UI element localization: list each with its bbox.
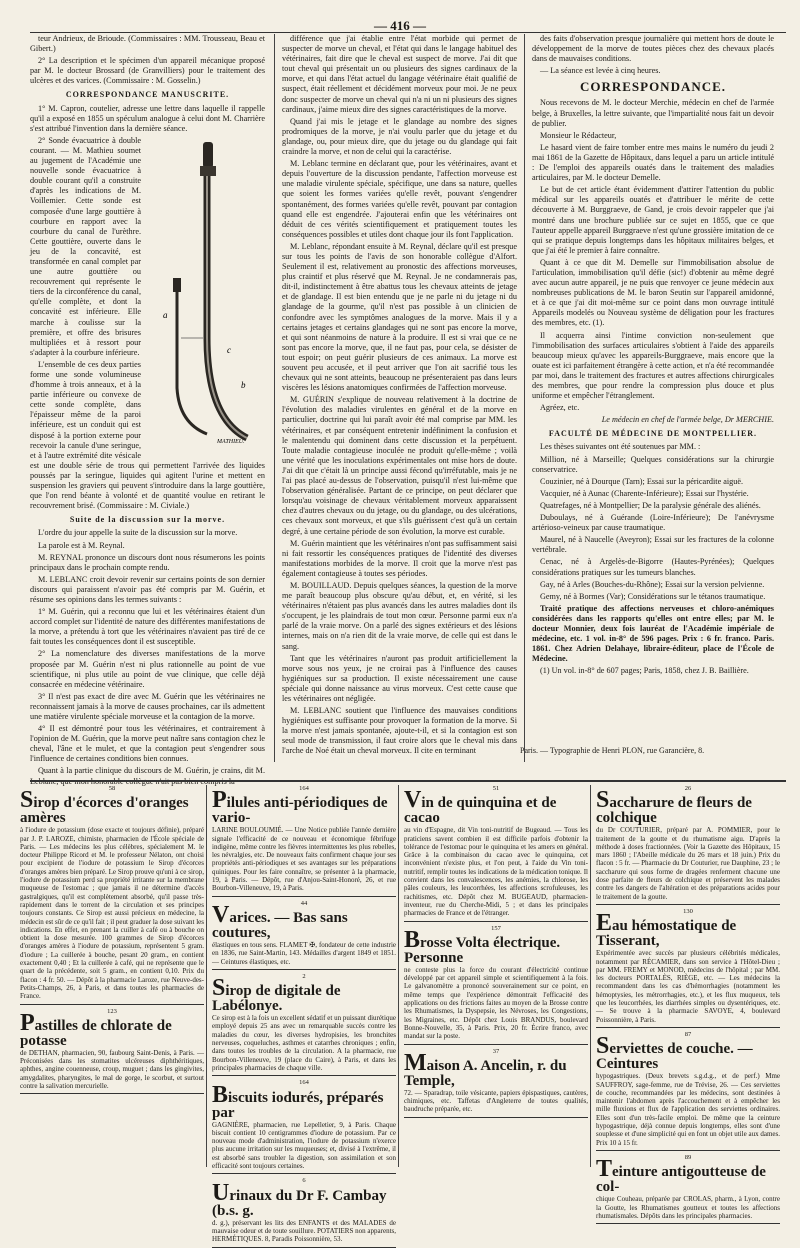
paragraph: Monsieur le Rédacteur,: [540, 130, 617, 140]
book-announcement: Traité pratique des affections nerveuses et chloro-anémiques considérées dans les rapports qu'elles ont entre elles; par M. le docteur Monnier, deux fois lauréat de l'Académie impériale de médecine, etc. 1 vol. in-8° de 596 pages. Prix : 6 fr. franco. Paris. 1861. Chez Adrien Delahaye, libraire-éditeur, place de l'École de Médecine.: [532, 603, 774, 664]
paragraph: teur Andrieux, de Brioude. (Commissaires : MM. Trousseau, Beau et Gibert.): [30, 34, 265, 54]
paragraph: Nous recevons de M. le docteur Merchie, médecin en chef de l'armée belge, à Bruxelles, la lettre suivante, que l'impartialité nous fait un devoir de publier.: [532, 98, 774, 128]
ad-number: 6: [302, 1177, 306, 1185]
section-heading: FACULTÉ DE MÉDECINE DE MONTPELLIER.: [548, 429, 758, 439]
advertisement: [404, 1048, 588, 1118]
ad-title: Biscuits iodurés, préparés par: [212, 1081, 384, 1121]
paragraph: Il acquerra ainsi l'intime conviction non-seulement que l'immobilisation des surfaces articulaires s'obtient à l'aide des appareils beaucoup mieux qu'avec les appareils-Burggraeve, mais encore que la ouate est ici parfaitement étrangère à cette action, et n'a été recommandée par moi, dans le traitement des fractures et autres affections chirurgicales des membres, que pour rendre la compression plus douce et plus uniforme et empêcher l'étranglement.: [532, 330, 774, 401]
paragraph: Maurel, né à Naucelle (Aveyron); Essai sur les fractures de la colonne vertébrale.: [532, 535, 774, 555]
ad-body: hypogastriques. (Deux brevets s.g.d.g., et de perf.) Mme SAUFFROY, sage-femme, rue de Trévise, 26. — Ces serviettes de couche, recommandées par les médecins, sont destinées à maintenir l'abdomen après l'accouchement et à empêcher les mille fluxions et flux de l'application des serviettes ordinaires. Elles sont d'un très-facile emploi. De même que la ceinture hypogastrique, déjà connue depuis longtemps, elles sont d'une souplesse et d'une simplicité qui en font un objet utile aux dames. Prix 10 à 15 fr.: [596, 1072, 780, 1147]
advertisement: [404, 785, 588, 922]
advertisement: [596, 908, 780, 1028]
column-divider: [274, 34, 275, 762]
article-column-1: [30, 34, 265, 786]
ad-body: chique Couheau, préparée par CROLAS, pharm., à Lyon, contre la Goutte, les Rhumatismes goutteux et toutes les affections rhumatismales. Dépôts dans les principales pharmacies.: [596, 1195, 780, 1220]
section-heading: CORRESPONDANCE MANUSCRITE.: [65, 90, 230, 100]
paragraph: Tant que les vétérinaires n'auront pas produit artificiellement la morve sous nos yeux, je ne croirai pas à l'influence des causes hygiéniques sur sa production. Il existe nécessairement une cause spéciale qui donne naissance au virus morveux. C'est cette cause que les vétérinaires ont négligée.: [282, 653, 517, 703]
paragraph: Quatrefages, né à Montpellier; De la paralysie générale des aliénés.: [540, 500, 761, 510]
ads-column-1: [20, 785, 204, 1167]
ad-body: du Dr COUTURIER, préparé par A. POMMIER, pour le traitement de la goutte et du rhumatisme aigu. D'après la méthode à doses fractionnées. (Voir la Gazette des Hôpitaux, 15 mars 1860 ; l'Abeille médicale du 26 mars et 18 juin.) Prix du flacon : 5 fr. — Pharmacie du Dr Couturier, rue Dauphine, 23 ; le saccharure qui sous forme de dragées renferment chacune une dose parfaite de fleurs de colchique et préservent les malades contre les dangers de l'altération et des préparations acides pour le traitement de la goutte.: [596, 826, 780, 901]
paragraph: — La séance est levée à cinq heures.: [540, 66, 661, 76]
paragraph: Cenac, né à Argelès-de-Bigorre (Hautes-Pyrénées); Quelques considérations pratiques sur les tumeurs blanches.: [532, 557, 774, 577]
ad-title: Sirop de digitale de Labélonye.: [212, 975, 341, 1015]
column-divider: [524, 34, 525, 762]
paragraph: M. LEBLANC croit devoir revenir sur certains points de son dernier discours qui paraissent n'avoir pas été compris par M. Guérin, et résume ses opinions dans les termes suivants :: [30, 574, 265, 604]
paragraph: Million, né à Marseille; Quelques considérations sur la chirurgie conservatrice.: [532, 454, 774, 474]
paragraph: 1° M. Capron, coutelier, adresse une lettre dans laquelle il rappelle qu'il a exposé en 1855 un spéculum analogue à celui dont M. Charrière s'est attribué l'invention dans la dernière séance.: [30, 103, 265, 133]
article-column-3: [532, 34, 774, 740]
ad-title: Varices. — Bas sans coutures,: [212, 901, 348, 941]
paragraph: 1° M. Guérin, qui a reconnu que lui et les vétérinaires étaient d'un accord complet sur l'identité de nature des différentes manifestations de la morve, a prétendu à tort que les vétérinaires n'avaient pas tiré de ce fait toutes les conséquences dont il est susceptible.: [30, 607, 265, 647]
paragraph: M. LEBLANC soutient que l'influence des mauvaises conditions hygiéniques est suffisante pour provoquer la formation de la morve. Si la morve n'est jamais spontanée, ajoute-t-il, et si la contagion est son seul mode de transmission, il faut croire alors que le cheval mis dans l'arche de Noé était un cheval morveux. Il cite en terminant: [282, 706, 517, 756]
paragraph: Le hasard vient de faire tomber entre mes mains le numéro du jeudi 2 mai 1861 de la Gazette de Hôpitaux, dans lequel a paru un article intitulé : De l'emploi des appareils ouatés dans le traitement des maladies articulaires, par M. le docteur Demelle.: [532, 142, 774, 183]
ads-column-2: [212, 785, 396, 1244]
ad-number: 123: [107, 1007, 117, 1015]
section-heading: Suite de la discussion sur la morve.: [69, 515, 226, 525]
correspondance-heading: CORRESPONDANCE.: [579, 79, 727, 95]
paragraph: M. Guérin maintient que les vétérinaires n'ont pas suffisamment saisi ni fait ressortir les conséquences pratiques de l'identité des diverses manifestations morbides de la morve. Il croit que la morve n'est pas également contagieuse à toutes ses périodes.: [282, 538, 517, 578]
paragraph: Couzinier, né à Dourque (Tarn); Essai sur la péricardite aiguë.: [540, 476, 744, 486]
paragraph: M. Leblanc, répondant ensuite à M. Reynal, déclare qu'il est presque sur tous les points de l'avis de son honorable collègue d'Alfort. Seulement il est, relativement au pronostic des affections morveuses, plus craintif et plus réservé que M. Reynal. Je ne condamnerais pas, dit-il, indistinctement à être abattus tous les chevaux atteints de jetage et de glandage. Il est bien entendu que je ne parle ni du jetage ni du glandage de la gourme, qu'il n'est pas possible à un clinicien de confondre avec les symptômes analogues de la morve. Mais il y a certains jetages et certains glandages qui ne sont pas encore la morve, et qui sont néanmoins de nature à la produire. Il est si vrai que ce ne sont pas encore la morve, que, il ne faut pas, pour cela, se désister de tout espoir; on peut guérir plusieurs de ces animaux. La morve est souvent peu accusée, et il peut arriver que l'on ait sacrifié tous les chevaux qui ne sont atteints, beaucoup ne présenteraient pas dans leurs viscères les lésions anatomiques confirmées de l'affection morveuse.: [282, 241, 517, 393]
printer-line: Paris. — Typographie de Henri PLON, rue Garancière, 8.: [520, 746, 705, 755]
paragraph: Le but de cet article étant évidemment d'attirer l'attention du public médical sur les appareils ouatés et d'attribuer le mérite de cette découverte à M. Burggraeve, de Gand, je crois devoir rappeler que j'ai montré dans une brochure publiée sur ce sujet en 1855, que ce que l'auteur appelle appareil Burggraeve n'est qu'une grossière imitation de ce qui se pratique depuis longtemps dans les hôpitaux militaires belges, et que j'ai été le premier à faire connaître.: [532, 185, 774, 255]
figure-label-a: a: [163, 309, 168, 320]
paragraph: M. Leblanc termine en déclarant que, pour les vétérinaires, avant et depuis l'ouverture de la discussion pendante, l'affection morveuse est une maladie virulente spéciale, spécifique, une dans sa nature, quelles que soient les formes variées qu'elle revêt, pouvant s'engendrer spontanément, des formes variées qu'elle revêt, pouvant par contagion quand elle est engendrée. J'ajouterai enfin que les vétérinaires ont déduit de ces vérités scientifiquement et pratiquement toutes les conséquences possibles et utiles dont chaque jour ils font l'application.: [282, 159, 517, 239]
ad-body: d. g.), préservant les lits des ENFANTS et des MALADES de mauvaise odeur et de toute souillure. POTATIERS non apparents, HERMÉTIQUES. 8, Paradis Poissonnière, 53.: [212, 1218, 396, 1244]
paragraph: Quant à la partie clinique du discours de M. Guérin, je crains, dit M. Leblanc, que mon honorable collègue n'ait pas bien compris la: [30, 766, 265, 786]
ad-divider: [206, 785, 207, 1167]
advertisement: [20, 1008, 204, 1095]
ad-body: élastiques en tous sens. FLAMET ✠, fondateur de cette industrie en 1836, rue Saint-Martin, 143. Médailles d'argent 1849 et 1851. — Ceintures élastiques, etc.: [212, 940, 396, 966]
ad-title: Urinaux du Dr F. Cambay (b.s. g.: [212, 1179, 387, 1219]
paragraph: des faits d'observation presque journalière qui mettent hors de doute le développement de la morve de toutes pièces chez des chevaux placés dans de mauvaises conditions.: [532, 34, 774, 64]
ad-body: Expérimentée avec succès par plusieurs célébrités médicales, notamment par RÉCAMIER, dans son service à l'Hôtel-Dieu ; par MM. FREMY et MONOD, médecins de l'hôpital ; par MM. les docteurs PORTALÈS, RIÈGE, etc. — Les médecins la recommandent dans les cas d'hémorrhagies (notamment les hémoptysies, les métrorrhagies, etc.), et les flux muqueux, tels que les leucorrhées, les diarrhées simples ou dysentériques, etc. — Se trouve à la pharmacie SAVOYE, 4, boulevard Poissonnière, à Paris.: [596, 949, 780, 1024]
ad-number: 130: [683, 907, 693, 915]
ad-divider: [590, 785, 591, 1167]
paragraph: M. GUÉRIN s'explique de nouveau relativement à la doctrine de l'évolution des maladies virulentes en général et de la morve en particulier, doctrine qui lui paraît avoir été mal comprise par MM. les vétérinaires, et par conséquent entretenir indéfiniment la confusion et le malentendu qui dominent dans cette discussion et la perpétuent. Toute maladie contagieuse inoculée ne produit qu'elle-même ; voilà une vérité que les inoculations expérimentales ont mise hors de doute. J'ai dit que c'était là un principe aussi fécond qu'irréfutable, mais je ne l'ai pas placé au-dessus de l'observation, puisqu'il n'est lui-même que l'observation généralisée. Partant de ce principe, on peut déclarer que lorsqu'au voisinage de chevaux véritablement morveux apparaissent chez d'autres chevaux ou du jetage, ou du glandage, ou des ulcérations, ces chevaux sont morveux, et que s'ils guérissent c'est qu'à un certain degré, à une certaine période de son évolution, la morve est curable.: [282, 395, 517, 536]
ad-title: Teinture antigoutteuse de col-: [596, 1156, 766, 1196]
figure-maker: MATHIEU.: [217, 438, 245, 445]
paragraph: Duboulays, né à Guérande (Loire-Inférieure); De l'anévrysme artérioso-veineux par cause traumatique.: [532, 513, 774, 533]
ad-number: 2: [302, 972, 306, 980]
ad-title: Maison A. Ancelin, r. du Temple,: [404, 1049, 567, 1089]
paragraph: L'ordre du jour appelle la suite de la discussion sur la morve.: [38, 528, 238, 538]
figure-label-b: b: [241, 379, 246, 390]
article-column-2: [282, 34, 517, 762]
ad-number: 44: [300, 899, 308, 907]
ad-title: Saccharure de fleurs de colchique: [596, 787, 752, 827]
ad-body: GAGNIÈRE, pharmacien, rue Lepelletier, 9, à Paris. Chaque biscuit contient 10 centigrammes d'iodure de potassium. Par ce nouveau mode d'administration, l'iodure de potassium n'exerce plus aucune irritation sur les muqueuses; et, divisé à l'extrême, il est absorbé sans troubler la digestion, son assimilation et son efficacité sont toujours certaines.: [212, 1120, 396, 1171]
paragraph: 3° Il n'est pas exact de dire avec M. Guérin que les vétérinaires ne reconnaissent jamais à la morve de causes prochaines, car ils admettent une matière virulente spéciale morveuse et la contagion de la morve.: [30, 691, 265, 721]
paragraph: Les thèses suivantes ont été soutenues par MM. :: [540, 442, 701, 452]
paragraph: 2° Sonde évacuatrice à double courant. — M. Mathieu soumet au jugement de l'Académie une nouvelle sonde évacuatrice à double courant qu'il a construite d'après les indications de M. Voillemier. Cette sonde est composée d'une large gouttière à courbure en rapport avec la courbure du canal de l'urèthre. Cette gouttière, ouverte dans le jeu de la concavité, est transformée en canal complet par une autre gouttière ou recouvrement qui représente le tiers de la circonférence du canal, qu'elle complète, et dont la concavité est inférieure. Elle marche à coulisse sur la première, et offre des brisures multipliées et à ressort pour s'adapter à la courbure inférieure.: [30, 135, 141, 357]
paragraph: L'ensemble de ces deux parties forme une sonde volumineuse d'homme à trois anneaux, et à la partie inférieure ou convexe de cette sonde complète, dans l'épaisseur même de la paroi inférieure, est un conduit qui est disposé à la portion externe pour recevoir la canule d'une seringue, et à l'autre extrémité dite vésicale est une double série de trous qui permettent l'arrivée des liquides poussés par la seringue, liquides qui agitent l'urine et mettent en suspension les graviers qui peuvent s'introduire dans la large gouttière, que l'on rend béante à volonté et de quantité voulue en retirant le recouvrement brisé. (Commissaire : M. Civiale.): [30, 359, 265, 511]
paragraph: La parole est à M. Reynal.: [38, 540, 125, 550]
ad-number: 87: [684, 1030, 692, 1038]
paragraph: Quand j'ai mis le jetage et le glandage au nombre des signes prodromiques de la morve, je n'ai voulu parler que du jetage et du glandage, ou, pour mieux dire, que du jetage ou du glandage qui fait craindre la morve, et non de celui qui la caractérise.: [282, 116, 517, 157]
ad-number: 37: [492, 1047, 500, 1055]
ads-column-3: [404, 785, 588, 1167]
ad-title: Vin de quinquina et de cacao: [404, 787, 557, 827]
ad-number: 58: [108, 785, 116, 792]
paragraph: Vacquier, né à Aunac (Charente-Inférieure); Essai sur l'hystérie.: [540, 488, 749, 498]
ads-top-rule: [30, 780, 786, 782]
paragraph: 4° Il est démontré pour tous les vétérinaires, et contrairement à l'opinion de M. Guérin, que la morve peut naître sans contagion chez le cheval, l'âne et le mulet, et que la contagion peut s'engendrer sous l'influence de certaines conditions bien connues.: [30, 724, 265, 764]
paragraph: Gemy, né à Bormes (Var); Considérations sur le tétanos traumatique.: [540, 591, 766, 601]
catheter-drawing: [147, 138, 265, 448]
ad-title: Pastilles de chlorate de potasse: [20, 1009, 172, 1049]
ad-title: Serviettes de couche. — Ceintures: [596, 1033, 753, 1073]
advertisement: [596, 785, 780, 905]
ads-column-4: [596, 785, 780, 1220]
advertisement: [596, 1154, 780, 1224]
ad-body: à l'iodure de potassium (dose exacte et toujours définie), préparé par J. P. LAROZE, chimiste, pharmacien de l'École spéciale de Paris. — Les médecins les plus célèbres, spécialement M. le docteur Philippe Ricord et M. le professeur Nélaton, ont choisi pour excipient de l'iodure de potassium le Sirop d'écorces d'oranges amères bien préparé. Le Sirop prouve qu'uni à ce sirop, l'iodure de potassium perd sa propriété irritante sur la membrane muqueuse de l'estomac ; que jamais il ne détermine d'accès gastralgiques, qu'il est complètement absorbé, qu'il passe très-rapidement dans le torrent de la circulation et ses principes toujours constants. Ce Sirop est aussi précieux en médecine, la médecin est sûr de ce qu'il fait ; il peut graduer la dose suivant les indications. En effet, en prenant la cuiller à café ou à bouche on obtient la dose mesurée. 100 grammes de Sirop d'écorces d'oranges amères à l'iodure de potassium, représentent 5 gram. d'iodure ; La cuillerée à bouche, pesant 20 gram., en contient exactement 0,40 ; Et la cuillerée à café, qui ne représente que le quart de la précédente, soit 5 gram., en contient 0,10. Prix du flacon : 4 fr. 50. — Dépôt à la pharmacie Laroze, rue Neuve-des-Petits-Champs, 26, à Paris, et dans toutes les pharmacies de France.: [20, 826, 204, 1001]
figure-label-c: c: [227, 344, 231, 355]
ad-body: au vin d'Espagne, dit Vin toni-nutritif de Bugeaud. — Tous les praticiens savent combien il est difficile parfois d'obtenir la tolérance de l'estomac pour le quinquina et les amers en général. Grâce à la combinaison du cacao avec le quinquina, cet inconvénient n'existe plus, et l'on peut, à l'aide du Vin toni-nutritif, remplir toutes les indications de la médication tonique. Il convient dans les convalescences, les anémies, la chlorose, les pâles couleurs, les leucorrhées, les affections scrofuleuses, les rachitismes, etc. Dépôt chez M. BUGEAUD, pharmacien-inventeur, rue du Cherche-Midi, 5 ; et dans les principales pharmacies de France et de l'étranger.: [404, 826, 588, 918]
ad-body: ne conteste plus la force du courant d'électricité continue développé par cet appareil simple et scientifiquement à la fois. Le galvanomètre a prononcé souverainement sur ce point, en même temps que l'expérience démontrait l'efficacité des applications ou des frictions faites au moyen de la Brosse contre les Rhumatismes, la Dyspepsie, les Névroses, les Congestions, les Migraines, etc. Dépôt chez Louis BRANDUS, boulevard Bonne-Nouvelle, 35, à Paris. Prix, 20 fr. Écrire franco, avec mandat sur la poste.: [404, 965, 588, 1041]
advertisement: [212, 1177, 396, 1247]
advertisement: [20, 785, 204, 1005]
paragraph: M. REYNAL prononce un discours dont nous résumerons les points principaux dans le prochain compte rendu.: [30, 552, 265, 572]
ad-number: 164: [299, 785, 309, 792]
paragraph: Agréez, etc.: [540, 403, 580, 413]
paragraph: différence que j'ai établie entre l'état morbide qui permet de suspecter de morve un cheval, et l'état qui dans le langage habituel des vétérinaires, fait dire que le cheval est suspect de morve. J'ai dit que tout cheval qui présentait un ou plusieurs des signes cardinaux de la morve, et qui dans l'état actuel du langage vétérinaire était qualifié de suspect, était réellement et décidément morveux pour moi. Je ne peux donc suspecter de morve un cheval qui n'a ni un ni plusieurs des signes cardinaux, j'aime mieux dire des signes caractéristiques de la morve.: [282, 34, 517, 114]
paragraph: 2° La description et le spécimen d'un appareil mécanique proposé par M. le docteur Brossard (de Granvilliers) pour le traitement des ulcères et des varices. (Commissaire : M. Gosselin.): [30, 56, 265, 86]
ad-number: 157: [491, 924, 501, 932]
ad-title: Sirop d'écorces d'oranges amères: [20, 787, 189, 827]
ad-body: LARINE BOULOUMIÉ. — Une Notice publiée l'année dernière signale l'efficacité de ce nouveau et économique fébrifuge indigène, même contre les fièvres intermittentes les plus rebelles, les névralgies, etc. De nouveaux faits confirment chaque jour ses propriétés anti-périodiques et ses avantages sur les préparations quiniques. Pour les faire connaître, se présenter à la pharmacie, 19, à Paris. — Dépôt, rue d'Anjou-Saint-Honoré, 26, et rue Bourbon-Villeneuve, 19, à Paris.: [212, 826, 396, 893]
footnote: (1) Un vol. in-8° de 607 pages; Paris, 1858, chez J. B. Baillière.: [540, 666, 749, 676]
advertisement: [212, 900, 396, 970]
ad-number: 89: [684, 1153, 692, 1161]
ad-number: 164: [299, 1079, 309, 1087]
advertisement: [212, 973, 396, 1076]
paragraph: Gay, né à Arles (Bouches-du-Rhône); Essai sur la version pelvienne.: [540, 579, 765, 589]
ad-number: 51: [492, 785, 500, 792]
top-rule: [30, 32, 786, 33]
ad-title: Eau hémostatique de Tisserant,: [596, 910, 737, 950]
advertisement: [212, 785, 396, 897]
ad-title: Pilules anti-périodiques de vario-: [212, 787, 388, 827]
paragraph: M. BOUILLAUD. Depuis quelques séances, la question de la morve me paraît beaucoup plus obscure qu'au début, et, en vérité, si les vétérinaires n'étaient pas plus avancés dans les autres maladies dont ils s'occupent, je les plaindrais de tout mon cœur. Personne parmi eux n'a parlé de la vraie morve. On a parlé des signes extérieurs et des lésions internes, mais on n'a rien dit de la vraie morve, de celle qui est dans le sang.: [282, 580, 517, 651]
advertisement: [596, 1031, 780, 1151]
sonde-illustration: [147, 138, 265, 448]
paragraph: Quant à ce que dit M. Demelle sur l'immobilisation absolue de l'articulation, immobilisation qu'il défie (sic!) d'obtenir au même degré avec aucun autre appareil, je ne puis que renvoyer ce jeune médecin aux nombreuses publications de M. le baron Seutin sur l'appareil amidonné, et à ce que j'ai dit moi-même sur ce point dans mon ouvrage intitulé Appareils modelés ou Nouveau système de déligation pour les fractures des membres, etc. (1).: [532, 257, 774, 328]
ad-body: Ce sirop est à la fois un excellent sédatif et un puissant diurétique employé depuis 25 ans avec un remarquable succès contre les maladies du cœur, les diverses hydropisies, les bronchites nerveuses, coqueluches, asthmes et catarrhes chroniques ; enfin, dans toutes les troubles de la circulation. A la pharmacie, rue Bourbon-Villeneuve, 19 (place du Caire), à Paris, et dans les principales pharmacies de chaque ville.: [212, 1014, 396, 1072]
page-number: — 416 —: [374, 18, 426, 33]
paragraph: 2° La nomenclature des diverses manifestations de la morve proposée par M. Guérin n'est ni plus rationnelle au point de vue scientifique, ni plus utile au point de vue clinique, que celle déjà consacrée en médecine vétérinaire.: [30, 649, 265, 689]
ad-number: 26: [684, 785, 692, 792]
ad-title: Brosse Volta électrique. Personne: [404, 926, 561, 966]
advertisement: [212, 1079, 396, 1174]
signature-line: Le médecin en chef de l'armée belge, Dr MERCHIE.: [601, 415, 774, 425]
ad-body: de DETHAN, pharmacien, 90, faubourg Saint-Denis, à Paris. — Préconisées dans les stomatites ulcéreuses diphthéritiques, aphthes, angine couenneuse, croup, muguet ; dans les gingivites, amygdalites, pharyngites, le mal de gorge, le scorbut, et surtout contre la salivation mercurielle.: [20, 1048, 204, 1091]
ad-divider: [398, 785, 399, 1167]
ad-body: 72. — Sparadrap, toile vésicante, papiers épispastiques, cautères, chimiques, etc. Taffetas d'Angleterre de toutes qualités, baudruche préparée, etc.: [404, 1088, 588, 1114]
advertisement: [404, 925, 588, 1045]
